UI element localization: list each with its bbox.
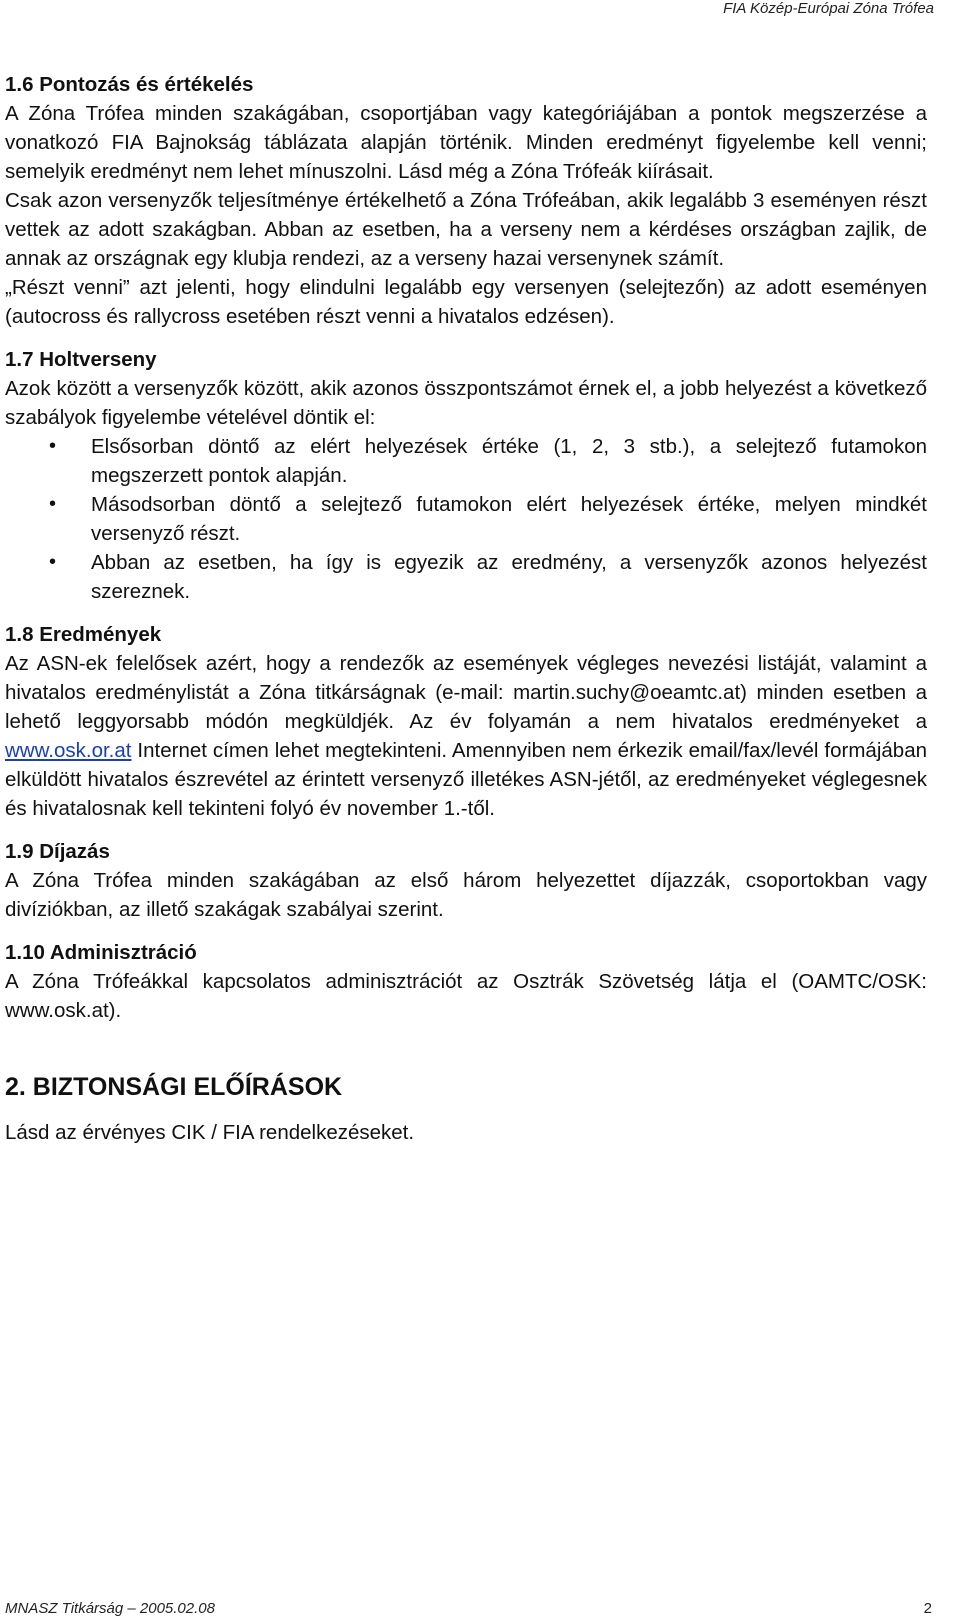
osk-website-link[interactable]: www.osk.or.at bbox=[5, 739, 132, 762]
section-1-8-paragraph bbox=[5, 649, 927, 823]
section-title-1-9: 1.9 Díjazás bbox=[5, 840, 110, 863]
bullet-icon: • bbox=[49, 435, 57, 457]
section-1-6-paragraph-1: A Zóna Trófea minden szakágában, csoportjában vagy kategóriájában a pontok megszerzése a vonatkozó FIA Bajnokság táblázata alapján történik. Minden eredményt figyelembe kell venni; semelyik eredményt nem lehet mínuszolni. Lásd még a Zóna Trófeák kiírásait. bbox=[5, 102, 927, 183]
list-item bbox=[5, 432, 927, 490]
section-title-1-6: 1.6 Pontozás és értékelés bbox=[5, 73, 254, 96]
tiebreak-rules-list bbox=[5, 432, 927, 606]
running-header: FIA Közép-Európai Zóna Trófea bbox=[723, 0, 934, 17]
spacer bbox=[5, 1025, 927, 1073]
list-item-text: Elsősorban döntő az elért helyezések értéke (1, 2, 3 stb.), a selejtező futamokon megszerzett pontok alapján. bbox=[91, 435, 927, 487]
page-number: 2 bbox=[923, 1600, 932, 1617]
list-item bbox=[5, 548, 927, 606]
section-1-10-paragraph: A Zóna Trófeákkal kapcsolatos adminisztrációt az Osztrák Szövetség látja el (OAMTC/OSK: www.osk.at). bbox=[5, 970, 927, 1022]
bullet-icon: • bbox=[49, 551, 57, 573]
spacer bbox=[5, 331, 927, 345]
chapter-2-paragraph: Lásd az érvényes CIK / FIA rendelkezéseket. bbox=[5, 1121, 415, 1144]
chapter-title-2: 2. BIZTONSÁGI ELŐÍRÁSOK bbox=[5, 1073, 343, 1101]
footer-left: MNASZ Titkárság – 2005.02.08 bbox=[5, 1600, 215, 1617]
section-1-7-intro: Azok között a versenyzők között, akik azonos összpontszámot érnek el, a jobb helyezést a következő szabályok figyelembe vételével döntik el: bbox=[5, 377, 927, 429]
section-title-1-7: 1.7 Holtverseny bbox=[5, 348, 157, 371]
section-title-1-10: 1.10 Adminisztráció bbox=[5, 941, 197, 964]
section-1-9-paragraph: A Zóna Trófea minden szakágában az első három helyezettet díjazzák, csoportokban vagy divíziókban, az illető szakágak szabályai szerint. bbox=[5, 869, 927, 921]
section-1-8-text-start: Az ASN-ek felelősek azért, hogy a rendezők az események végleges nevezési listáját, valamint a hivatalos eredménylistát a Zóna titkárságnak (e-mail: martin.suchy@oeamtc.at) minden esetben a lehető leggyorsabb módón megküldjék. Az év folyamán a nem hivatalos eredményeket a bbox=[5, 652, 927, 733]
list-item bbox=[5, 490, 927, 548]
spacer bbox=[5, 823, 927, 837]
spacer bbox=[5, 1102, 927, 1118]
list-item-text: Másodsorban döntő a selejtező futamokon elért helyezések értéke, melyen mindkét versenyző részt. bbox=[91, 493, 927, 545]
bullet-icon: • bbox=[49, 493, 57, 515]
document-body bbox=[5, 70, 927, 1147]
section-1-6-paragraph-2: Csak azon versenyzők teljesítménye értékelhető a Zóna Trófeában, akik legalább 3 eseményen részt vettek az adott szakágban. Abban az esetben, ha a verseny nem a kérdéses országban zajlik, de annak az országnak egy klubja rendezi, az a verseny hazai versenynek számít. bbox=[5, 189, 927, 270]
spacer bbox=[5, 924, 927, 938]
section-title-1-8: 1.8 Eredmények bbox=[5, 623, 162, 646]
section-1-6-paragraph-3: „Részt venni” azt jelenti, hogy elindulni legalább egy versenyen (selejtezőn) az adott eseményen (autocross és rallycross esetében részt venni a hivatalos edzésen). bbox=[5, 276, 927, 328]
section-1-8-text-end: Internet címen lehet megtekinteni. Amennyiben nem érkezik email/fax/levél formájában elküldött hivatalos észrevétel az érintett versenyző illetékes ASN-jétől, az eredményeket véglegesnek és hivatalosnak kell tekinteni folyó év november 1.-től. bbox=[5, 739, 927, 820]
spacer bbox=[5, 606, 927, 620]
list-item-text: Abban az esetben, ha így is egyezik az eredmény, a versenyzők azonos helyezést szereznek. bbox=[91, 551, 927, 603]
